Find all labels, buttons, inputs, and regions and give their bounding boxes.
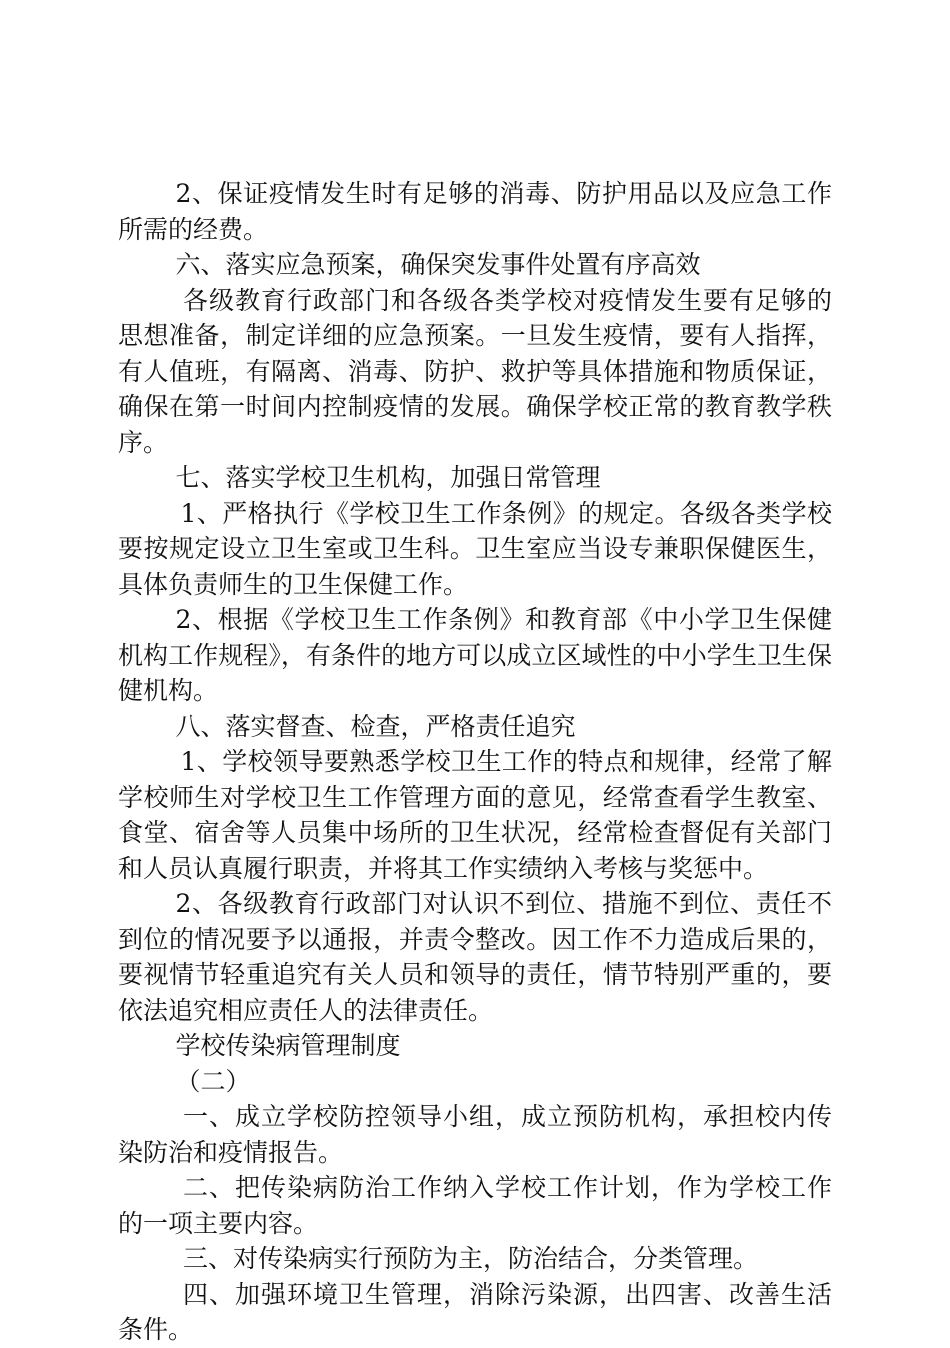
paragraph-leadership-duties: 1、学校领导要熟悉学校卫生工作的特点和规律，经常了解学校师生对学校卫生工作管理方面的意见，经常查看学生教室、食堂、宿舍等人员集中场所的卫生状况，经常检查督促有关部门和人员认真履行职责，并将其工作实绩纳入考核与奖惩中。: [118, 747, 832, 883]
paragraph-emergency-plan: 各级教育行政部门和各级各类学校对疫情发生要有足够的思想准备，制定详细的应急预案。一旦发生疫情，要有人指挥，有人值班，有隔离、消毒、防护、救护等具体措施和物质保证，确保在第一时间内控制疫情的发展。确保学校正常的教育教学秩序。: [118, 285, 832, 457]
paragraph-rule-1: 一、成立学校防控领导小组，成立预防机构，承担校内传染防治和疫情报告。: [118, 1102, 832, 1167]
heading-section-8: 八、落实督查、检查，严格责任追究: [175, 711, 576, 741]
paragraph-accountability: 2、各级教育行政部门对认识不到位、措施不到位、责任不到位的情况要予以通报，并责令整改。因工作不力造成后果的，要视情节轻重追究有关人员和领导的责任，情节特别严重的，要依法追究相应责任人的法律责任。: [118, 889, 832, 1025]
paragraph-health-regulations: 1、严格执行《学校卫生工作条例》的规定。各级各类学校要按规定设立卫生室或卫生科。卫生室应当设专兼职保健医生，具体负责师生的卫生保健工作。: [118, 498, 832, 599]
heading-part-2: （二）: [175, 1066, 251, 1096]
heading-section-7: 七、落实学校卫生机构，加强日常管理: [175, 463, 601, 492]
paragraph-funding: 2、保证疫情发生时有足够的消毒、防护用品以及应急工作所需的经费。: [118, 179, 832, 244]
heading-infectious-disease-policy: 学校传染病管理制度: [175, 1031, 401, 1060]
paragraph-rule-3: 三、对传染病实行预防为主，防治结合，分类管理。: [183, 1244, 759, 1273]
paragraph-health-institutions: 2、根据《学校卫生工作条例》和教育部《中小学卫生保健机构工作规程》，有条件的地方可以成立区域性的中小学生卫生保健机构。: [118, 605, 832, 705]
paragraph-rule-2: 二、把传染病防治工作纳入学校工作计划，作为学校工作的一项主要内容。: [118, 1173, 832, 1238]
document-page: [118, 176, 832, 1348]
heading-section-6: 六、落实应急预案，确保突发事件处置有序高效: [175, 250, 701, 279]
paragraph-rule-4: 四、加强环境卫生管理，消除污染源，出四害、改善生活条件。: [118, 1279, 832, 1344]
